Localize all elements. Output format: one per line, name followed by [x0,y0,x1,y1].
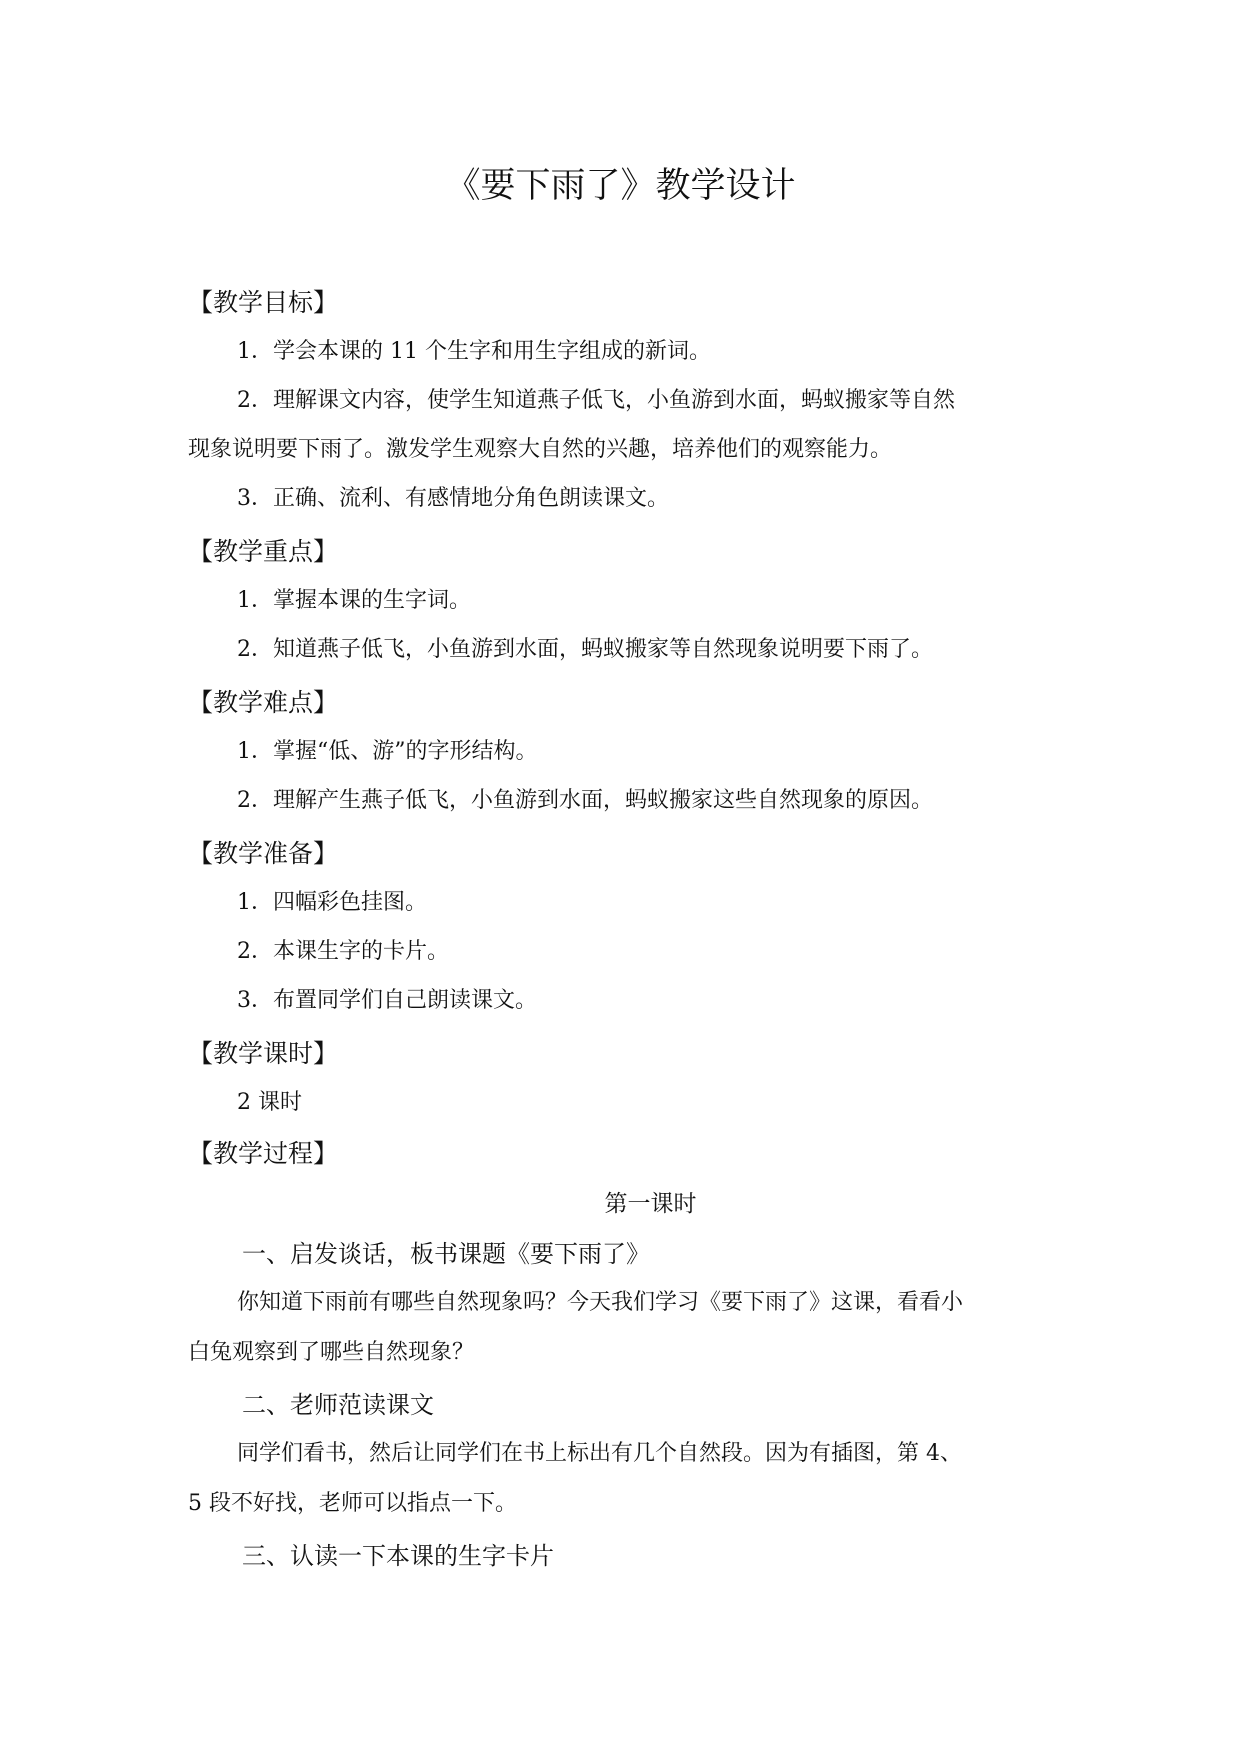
lesson-title: 第一课时 [604,1191,697,1217]
objective-item-2-cont: 现象说明要下雨了。激发学生观察大自然的兴趣，培养他们的观察能力。 [188,437,893,462]
objectives-heading: 【教学目标】 [188,288,339,317]
preparation-item-3: 3．布置同学们自己朗读课文。 [237,988,537,1013]
difficulty-item-1: 1．掌握“低、游”的字形结构。 [237,739,538,764]
difficulties-heading: 【教学难点】 [188,688,339,717]
objective-item-2: 2．理解课文内容，使学生知道燕子低飞，小鱼游到水面，蚂蚁搬家等自然 [237,388,955,413]
process-heading: 【教学过程】 [188,1139,339,1168]
document-title: 《要下雨了》教学设计 [445,166,796,206]
objective-item-3: 3．正确、流利、有感情地分角色朗读课文。 [237,486,669,511]
step-1-text-line-2: 白兔观察到了哪些自然现象？ [188,1340,475,1365]
periods-heading: 【教学课时】 [188,1039,339,1068]
preparation-item-1: 1．四幅彩色挂图。 [237,890,427,915]
periods-value: 2 课时 [237,1090,302,1115]
step-2-text-line-1: 同学们看书，然后让同学们在书上标出有几个自然段。因为有插图，第 4、 [237,1441,962,1466]
preparation-heading: 【教学准备】 [188,839,339,868]
key-point-item-1: 1．掌握本课的生字词。 [237,588,471,613]
objective-item-1: 1．学会本课的 11 个生字和用生字组成的新词。 [237,339,711,364]
difficulty-item-2: 2．理解产生燕子低飞，小鱼游到水面，蚂蚁搬家这些自然现象的原因。 [237,788,933,813]
key-points-heading: 【教学重点】 [188,537,339,566]
key-point-item-2: 2．知道燕子低飞，小鱼游到水面，蚂蚁搬家等自然现象说明要下雨了。 [237,637,933,662]
step-2-text-line-2: 5 段不好找，老师可以指点一下。 [188,1491,517,1516]
step-2-heading: 二、老师范读课文 [242,1391,434,1419]
step-1-heading: 一、启发谈话，板书课题《要下雨了》 [242,1240,650,1268]
step-1-text-line-1: 你知道下雨前有哪些自然现象吗？今天我们学习《要下雨了》这课，看看小 [237,1290,964,1315]
preparation-item-2: 2．本课生字的卡片。 [237,939,449,964]
step-3-heading: 三、认读一下本课的生字卡片 [242,1542,554,1570]
